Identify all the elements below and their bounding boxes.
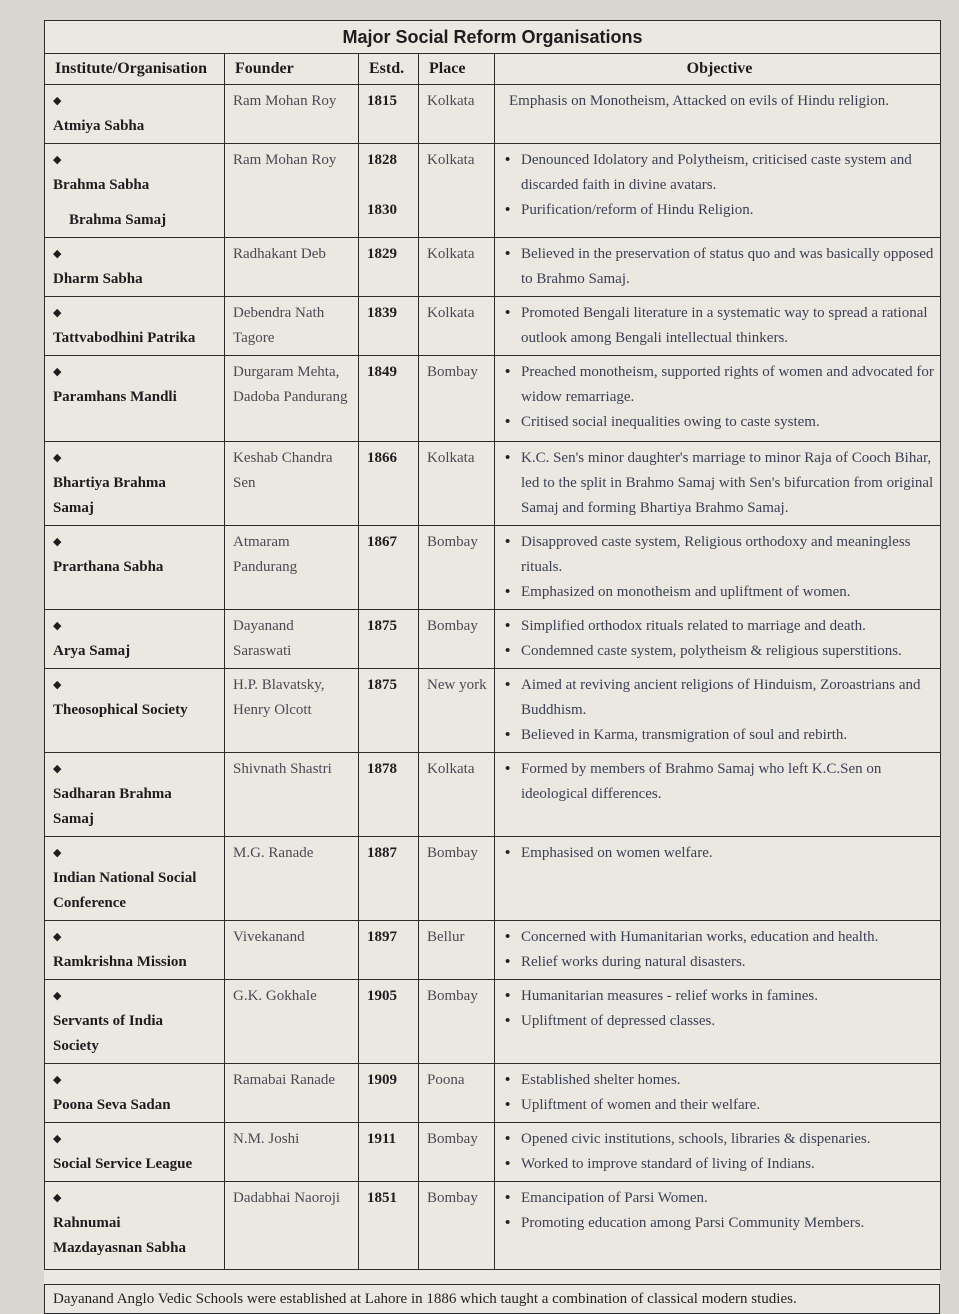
table-row xyxy=(45,610,941,669)
estd-year: 1828 xyxy=(367,152,397,168)
diamond-bullet-icon: ◆ xyxy=(53,1074,62,1086)
objective-item: • Emphasised on women welfare. xyxy=(503,841,934,866)
objective-cell xyxy=(495,442,941,526)
objective-list xyxy=(503,984,934,1034)
founder-cell: Radhakant Deb xyxy=(225,238,359,297)
objective-item: • Promoting education among Parsi Community Members. xyxy=(503,1211,934,1236)
estd-year: 1866 xyxy=(367,450,397,466)
founder-cell: G.K. Gokhale xyxy=(225,980,359,1064)
organisation-name-secondary: Brahma Samaj xyxy=(69,212,167,228)
organisation-name: Brahma Sabha xyxy=(53,177,150,193)
organisation-name: Indian National Social Conference xyxy=(53,870,197,911)
objective-item: • Aimed at reviving ancient religions of Hinduism, Zoroastrians and Buddhism. xyxy=(503,673,934,723)
estd-year: 1839 xyxy=(367,305,397,321)
objective-item: Emphasis on Monotheism, Attacked on evils of Hindu religion. xyxy=(509,93,889,109)
objective-cell xyxy=(495,1064,941,1123)
table-row xyxy=(45,526,941,610)
objective-cell xyxy=(495,921,941,980)
organisation-name: Dharm Sabha xyxy=(53,271,143,287)
place-cell: Poona xyxy=(419,1064,495,1123)
objective-cell xyxy=(495,980,941,1064)
table-body xyxy=(45,85,941,1270)
estd-cell xyxy=(359,753,419,837)
estd-year: 1851 xyxy=(367,1190,397,1206)
estd-year: 1849 xyxy=(367,364,397,380)
estd-cell xyxy=(359,85,419,144)
estd-cell xyxy=(359,238,419,297)
place-cell: Kolkata xyxy=(419,144,495,238)
objective-list xyxy=(503,925,934,975)
table-row xyxy=(45,297,941,356)
objective-item: • Simplified orthodox rituals related to marriage and death. xyxy=(503,614,934,639)
objective-cell xyxy=(495,238,941,297)
organisation-name: Prarthana Sabha xyxy=(53,559,164,575)
diamond-bullet-icon: ◆ xyxy=(53,1133,62,1145)
objective-list xyxy=(503,673,934,748)
estd-cell xyxy=(359,1123,419,1182)
organisation-cell xyxy=(45,526,225,610)
diamond-bullet-icon: ◆ xyxy=(53,95,62,107)
estd-cell xyxy=(359,610,419,669)
estd-year-secondary: 1830 xyxy=(367,202,397,218)
objective-list xyxy=(503,1186,934,1236)
objective-list xyxy=(503,446,934,521)
objective-cell xyxy=(495,85,941,144)
estd-cell xyxy=(359,526,419,610)
place-cell: Bombay xyxy=(419,980,495,1064)
organisation-cell xyxy=(45,238,225,297)
objective-cell xyxy=(495,753,941,837)
objective-list xyxy=(503,89,934,114)
table-row xyxy=(45,144,941,238)
objective-item: • Formed by members of Brahmo Samaj who left K.C.Sen on ideological differences. xyxy=(503,757,934,807)
table-row xyxy=(45,442,941,526)
header-objective: Objective xyxy=(495,54,941,85)
table-row xyxy=(45,1123,941,1182)
place-cell: Kolkata xyxy=(419,85,495,144)
organisation-name: Atmiya Sabha xyxy=(53,118,145,134)
organisation-cell xyxy=(45,610,225,669)
organisation-cell xyxy=(45,980,225,1064)
objective-cell xyxy=(495,356,941,442)
objective-cell xyxy=(495,610,941,669)
header-estd: Estd. xyxy=(359,54,419,85)
estd-cell xyxy=(359,1182,419,1270)
objective-item: • Emancipation of Parsi Women. xyxy=(503,1186,934,1211)
objective-item: • Concerned with Humanitarian works, education and health. xyxy=(503,925,934,950)
objective-item: • Established shelter homes. xyxy=(503,1068,934,1093)
founder-cell: M.G. Ranade xyxy=(225,837,359,921)
organisation-cell xyxy=(45,85,225,144)
document-page xyxy=(44,20,940,1314)
place-cell: Bombay xyxy=(419,610,495,669)
objective-list xyxy=(503,242,934,292)
organisation-cell xyxy=(45,837,225,921)
table-row xyxy=(45,1182,941,1270)
estd-cell xyxy=(359,442,419,526)
place-cell: Bombay xyxy=(419,526,495,610)
organisation-cell xyxy=(45,297,225,356)
objective-item: • Worked to improve standard of living of Indians. xyxy=(503,1152,934,1177)
diamond-bullet-icon: ◆ xyxy=(53,248,62,260)
organisation-name: Tattvabodhini Patrika xyxy=(53,330,196,346)
objective-item: • Condemned caste system, polytheism & religious superstitions. xyxy=(503,639,934,664)
header-row xyxy=(45,54,941,85)
objective-item: • Promoted Bengali literature in a systematic way to spread a rational outlook among Bengali intellectual thinkers. xyxy=(503,301,934,351)
table-row xyxy=(45,837,941,921)
organisation-cell xyxy=(45,1182,225,1270)
table-row xyxy=(45,85,941,144)
estd-cell xyxy=(359,837,419,921)
organisation-name: Social Service League xyxy=(53,1156,193,1172)
organisation-cell xyxy=(45,669,225,753)
place-cell: Kolkata xyxy=(419,442,495,526)
organisation-name: Paramhans Mandli xyxy=(53,389,177,405)
table-row xyxy=(45,238,941,297)
estd-cell xyxy=(359,669,419,753)
estd-year: 1815 xyxy=(367,93,397,109)
estd-year: 1909 xyxy=(367,1072,397,1088)
estd-cell xyxy=(359,980,419,1064)
place-cell: Bombay xyxy=(419,1182,495,1270)
objective-list xyxy=(503,1068,934,1118)
estd-cell xyxy=(359,1064,419,1123)
estd-year: 1875 xyxy=(367,618,397,634)
place-cell: Bombay xyxy=(419,1123,495,1182)
objective-item: • Purification/reform of Hindu Religion. xyxy=(503,198,934,223)
diamond-bullet-icon: ◆ xyxy=(53,1192,62,1204)
organisation-name: Sadharan Brahma Samaj xyxy=(53,786,172,827)
objective-item: • Believed in Karma, transmigration of soul and rebirth. xyxy=(503,723,934,748)
table-row xyxy=(45,753,941,837)
founder-cell: Ram Mohan Roy xyxy=(225,144,359,238)
estd-year: 1911 xyxy=(367,1131,397,1147)
objective-item: • Denounced Idolatory and Polytheism, criticised caste system and discarded faith in divine avatars. xyxy=(503,148,934,198)
table-row xyxy=(45,356,941,442)
organisation-cell xyxy=(45,442,225,526)
place-cell: Bombay xyxy=(419,356,495,442)
founder-cell: Ram Mohan Roy xyxy=(225,85,359,144)
footer-note xyxy=(44,1284,940,1314)
objective-item: • Preached monotheism, supported rights of women and advocated for widow remarriage. xyxy=(503,360,934,410)
table-row xyxy=(45,1064,941,1123)
place-cell: Bellur xyxy=(419,921,495,980)
organisation-name: Rahnumai Mazdayasnan Sabha xyxy=(53,1215,186,1256)
objective-cell xyxy=(495,144,941,238)
organisation-name: Poona Seva Sadan xyxy=(53,1097,171,1113)
header-place: Place xyxy=(419,54,495,85)
place-cell: Bombay xyxy=(419,837,495,921)
estd-cell xyxy=(359,144,419,238)
founder-cell: Dadabhai Naoroji xyxy=(225,1182,359,1270)
place-cell: New york xyxy=(419,669,495,753)
place-cell: Kolkata xyxy=(419,238,495,297)
estd-year: 1905 xyxy=(367,988,397,1004)
objective-cell xyxy=(495,1123,941,1182)
diamond-bullet-icon: ◆ xyxy=(53,536,62,548)
organisation-cell xyxy=(45,1064,225,1123)
diamond-bullet-icon: ◆ xyxy=(53,366,62,378)
objective-list xyxy=(503,530,934,605)
diamond-bullet-icon: ◆ xyxy=(53,679,62,691)
reform-organisations-table xyxy=(44,20,941,1270)
organisation-name: Arya Samaj xyxy=(53,643,131,659)
founder-cell: Shivnath Shastri xyxy=(225,753,359,837)
founder-cell: H.P. Blavatsky, Henry Olcott xyxy=(225,669,359,753)
founder-cell: Debendra Nath Tagore xyxy=(225,297,359,356)
diamond-bullet-icon: ◆ xyxy=(53,154,62,166)
objective-list xyxy=(503,614,934,664)
objective-list xyxy=(503,148,934,223)
founder-cell: Vivekanand xyxy=(225,921,359,980)
organisation-name: Servants of India Society xyxy=(53,1013,164,1054)
estd-year: 1867 xyxy=(367,534,397,550)
objective-item: • Relief works during natural disasters. xyxy=(503,950,934,975)
table-row xyxy=(45,980,941,1064)
objective-item: • Upliftment of depressed classes. xyxy=(503,1009,934,1034)
objective-list xyxy=(503,757,934,807)
footer-text: Dayanand Anglo Vedic Schools were established at Lahore in 1886 which taught a combination of classical modern studies. xyxy=(53,1291,797,1307)
diamond-bullet-icon: ◆ xyxy=(53,307,62,319)
diamond-bullet-icon: ◆ xyxy=(53,990,62,1002)
diamond-bullet-icon: ◆ xyxy=(53,620,62,632)
estd-year: 1897 xyxy=(367,929,397,945)
objective-item: • Believed in the preservation of status quo and was basically opposed to Brahmo Samaj. xyxy=(503,242,934,292)
founder-cell: N.M. Joshi xyxy=(225,1123,359,1182)
estd-year: 1875 xyxy=(367,677,397,693)
objective-item: • Humanitarian measures - relief works in famines. xyxy=(503,984,934,1009)
organisation-name: Ramkrishna Mission xyxy=(53,954,187,970)
table-row xyxy=(45,669,941,753)
table-row xyxy=(45,921,941,980)
organisation-cell xyxy=(45,356,225,442)
objective-item: • Emphasized on monotheism and upliftment of women. xyxy=(503,580,934,605)
diamond-bullet-icon: ◆ xyxy=(53,452,62,464)
objective-list xyxy=(503,841,934,866)
header-organisation: Institute/Organisation xyxy=(45,54,225,85)
estd-year: 1878 xyxy=(367,761,397,777)
objective-item: • K.C. Sen's minor daughter's marriage to minor Raja of Cooch Bihar, led to the split in Brahmo Samaj with Sen's bifurcation from original Samaj and forming Bhartiya Brahmo Samaj. xyxy=(503,446,934,521)
founder-cell: Dayanand Saraswati xyxy=(225,610,359,669)
organisation-cell xyxy=(45,753,225,837)
estd-year: 1887 xyxy=(367,845,397,861)
estd-cell xyxy=(359,356,419,442)
objective-list xyxy=(503,360,934,435)
organisation-cell xyxy=(45,144,225,238)
header-founder: Founder xyxy=(225,54,359,85)
objective-item: • Opened civic institutions, schools, libraries & dispenaries. xyxy=(503,1127,934,1152)
objective-cell xyxy=(495,297,941,356)
founder-cell: Ramabai Ranade xyxy=(225,1064,359,1123)
organisation-name: Theosophical Society xyxy=(53,702,188,718)
organisation-cell xyxy=(45,921,225,980)
objective-item: • Critised social inequalities owing to caste system. xyxy=(503,410,934,435)
objective-item: • Disapproved caste system, Religious orthodoxy and meaningless rituals. xyxy=(503,530,934,580)
founder-cell: Keshab Chandra Sen xyxy=(225,442,359,526)
diamond-bullet-icon: ◆ xyxy=(53,847,62,859)
objective-cell xyxy=(495,1182,941,1270)
objective-cell xyxy=(495,526,941,610)
table-title: Major Social Reform Organisations xyxy=(45,21,941,54)
organisation-name: Bhartiya Brahma Samaj xyxy=(53,475,166,516)
diamond-bullet-icon: ◆ xyxy=(53,763,62,775)
objective-list xyxy=(503,1127,934,1177)
diamond-bullet-icon: ◆ xyxy=(53,931,62,943)
estd-cell xyxy=(359,921,419,980)
founder-cell: Atmaram Pandurang xyxy=(225,526,359,610)
objective-item: • Upliftment of women and their welfare. xyxy=(503,1093,934,1118)
founder-cell: Durgaram Mehta, Dadoba Pandurang xyxy=(225,356,359,442)
organisation-cell xyxy=(45,1123,225,1182)
place-cell: Kolkata xyxy=(419,297,495,356)
objective-cell xyxy=(495,837,941,921)
objective-list xyxy=(503,301,934,351)
estd-year: 1829 xyxy=(367,246,397,262)
objective-cell xyxy=(495,669,941,753)
estd-cell xyxy=(359,297,419,356)
place-cell: Kolkata xyxy=(419,753,495,837)
